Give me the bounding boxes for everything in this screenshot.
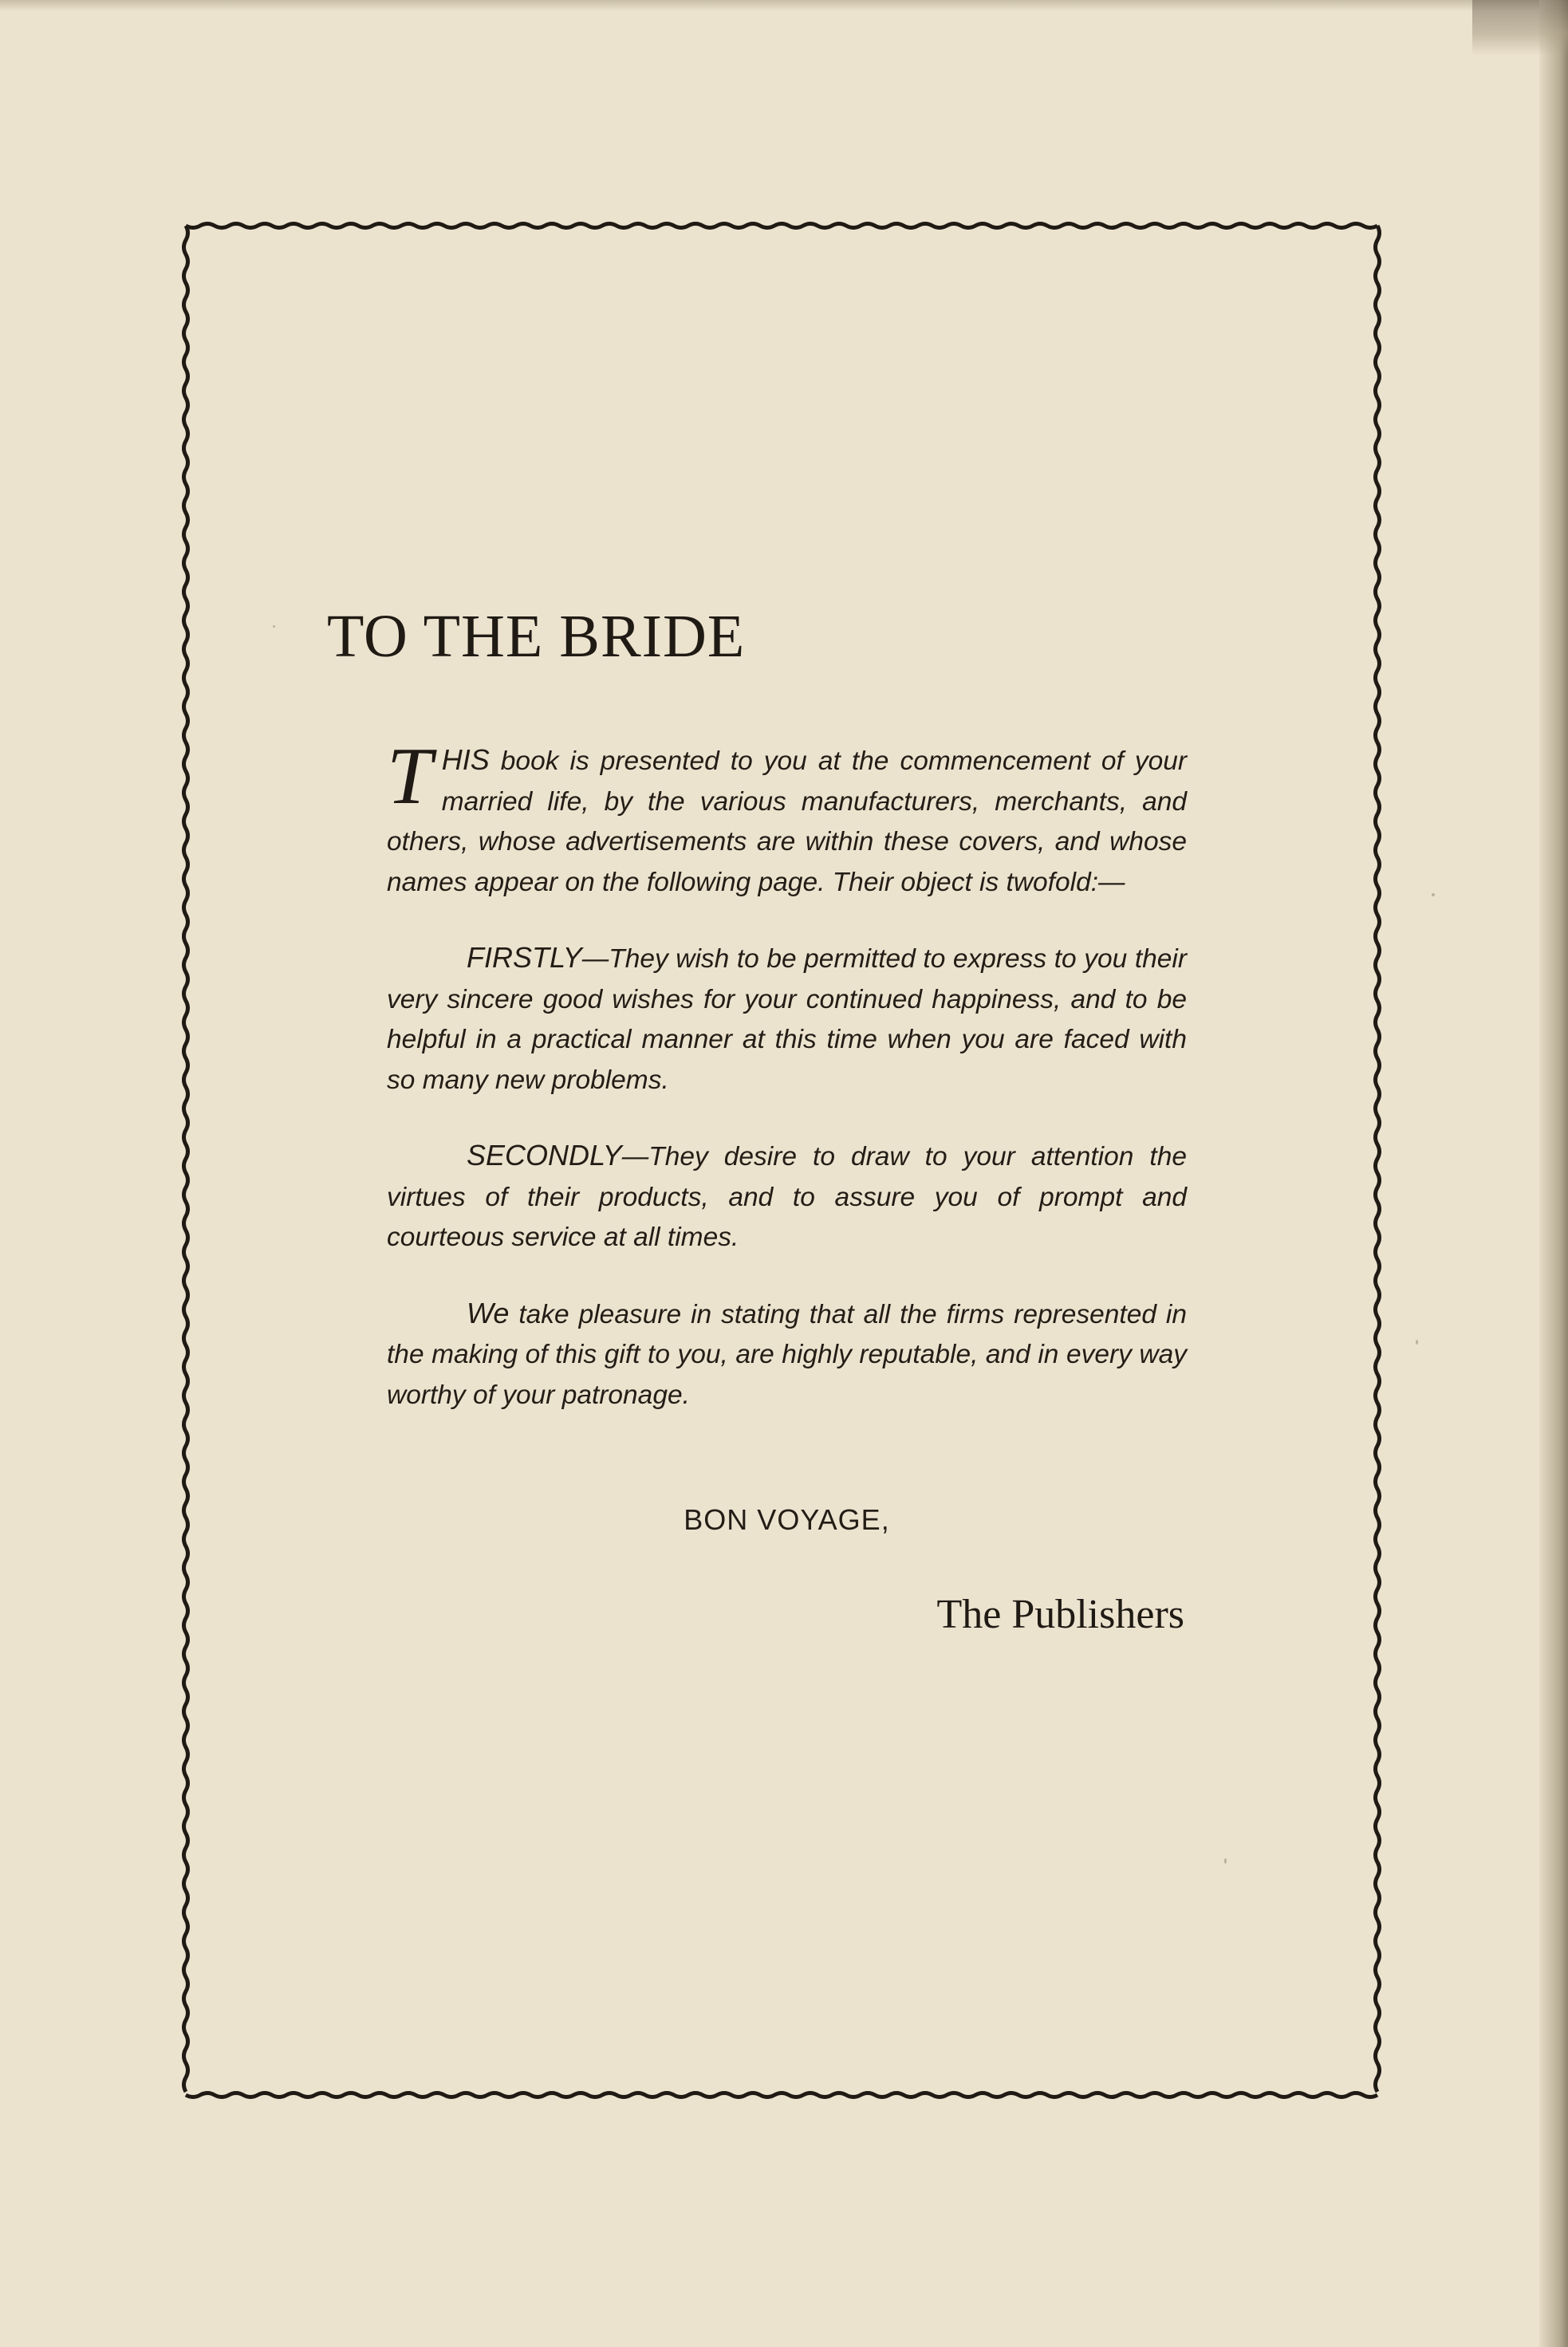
paper-speck — [1416, 1340, 1418, 1345]
paragraph-pleasure — [387, 1294, 1187, 1416]
page-right-edge — [1539, 0, 1568, 2347]
paragraph-lead: FIRSTLY — [467, 941, 582, 974]
paragraph-lead: We — [467, 1296, 510, 1329]
drop-cap: T — [387, 731, 432, 821]
paragraph-text: book is presented to you at the commencement of your married life, by the various manufacturers, merchants, and others, whose advertisements are within these covers, and whose names appear on the following page. Their object is twofold:— — [387, 746, 1187, 897]
paper-speck — [273, 625, 275, 628]
border-edge — [1376, 226, 1380, 2092]
paragraph-intro — [387, 731, 1187, 903]
border-edge — [186, 224, 1377, 228]
paragraph-text: take pleasure in stating that all the firms represented in the making of this gift to you, are highly reputable, and in every way worthy of your patronage. — [387, 1299, 1187, 1410]
paragraph-firstly — [387, 938, 1187, 1101]
paragraph-lead: HIS — [441, 743, 490, 776]
paper-speck — [1432, 893, 1435, 896]
signature: The Publishers — [936, 1592, 1184, 1637]
border-edge — [186, 2093, 1377, 2097]
page-corner-shadow — [1472, 0, 1568, 56]
paragraph-lead: SECONDLY — [467, 1139, 622, 1172]
paragraph-secondly — [387, 1136, 1187, 1258]
page-title: TO THE BRIDE — [327, 603, 746, 670]
border-edge — [184, 226, 188, 2092]
page-top-edge — [0, 0, 1568, 11]
closing-line: BON VOYAGE, — [684, 1503, 890, 1536]
paragraph-text: —They desire to draw to your attention the virtues of their products, and to assure you of prompt and courteous service at all times. — [387, 1142, 1187, 1252]
body-text — [387, 731, 1187, 1451]
paper-speck — [1224, 1858, 1227, 1864]
paragraph-text: —They wish to be permitted to express to you their very sincere good wishes for your continued happiness, and to be helpful in a practical manner at this time when you are faced with so many new problems. — [387, 944, 1187, 1095]
